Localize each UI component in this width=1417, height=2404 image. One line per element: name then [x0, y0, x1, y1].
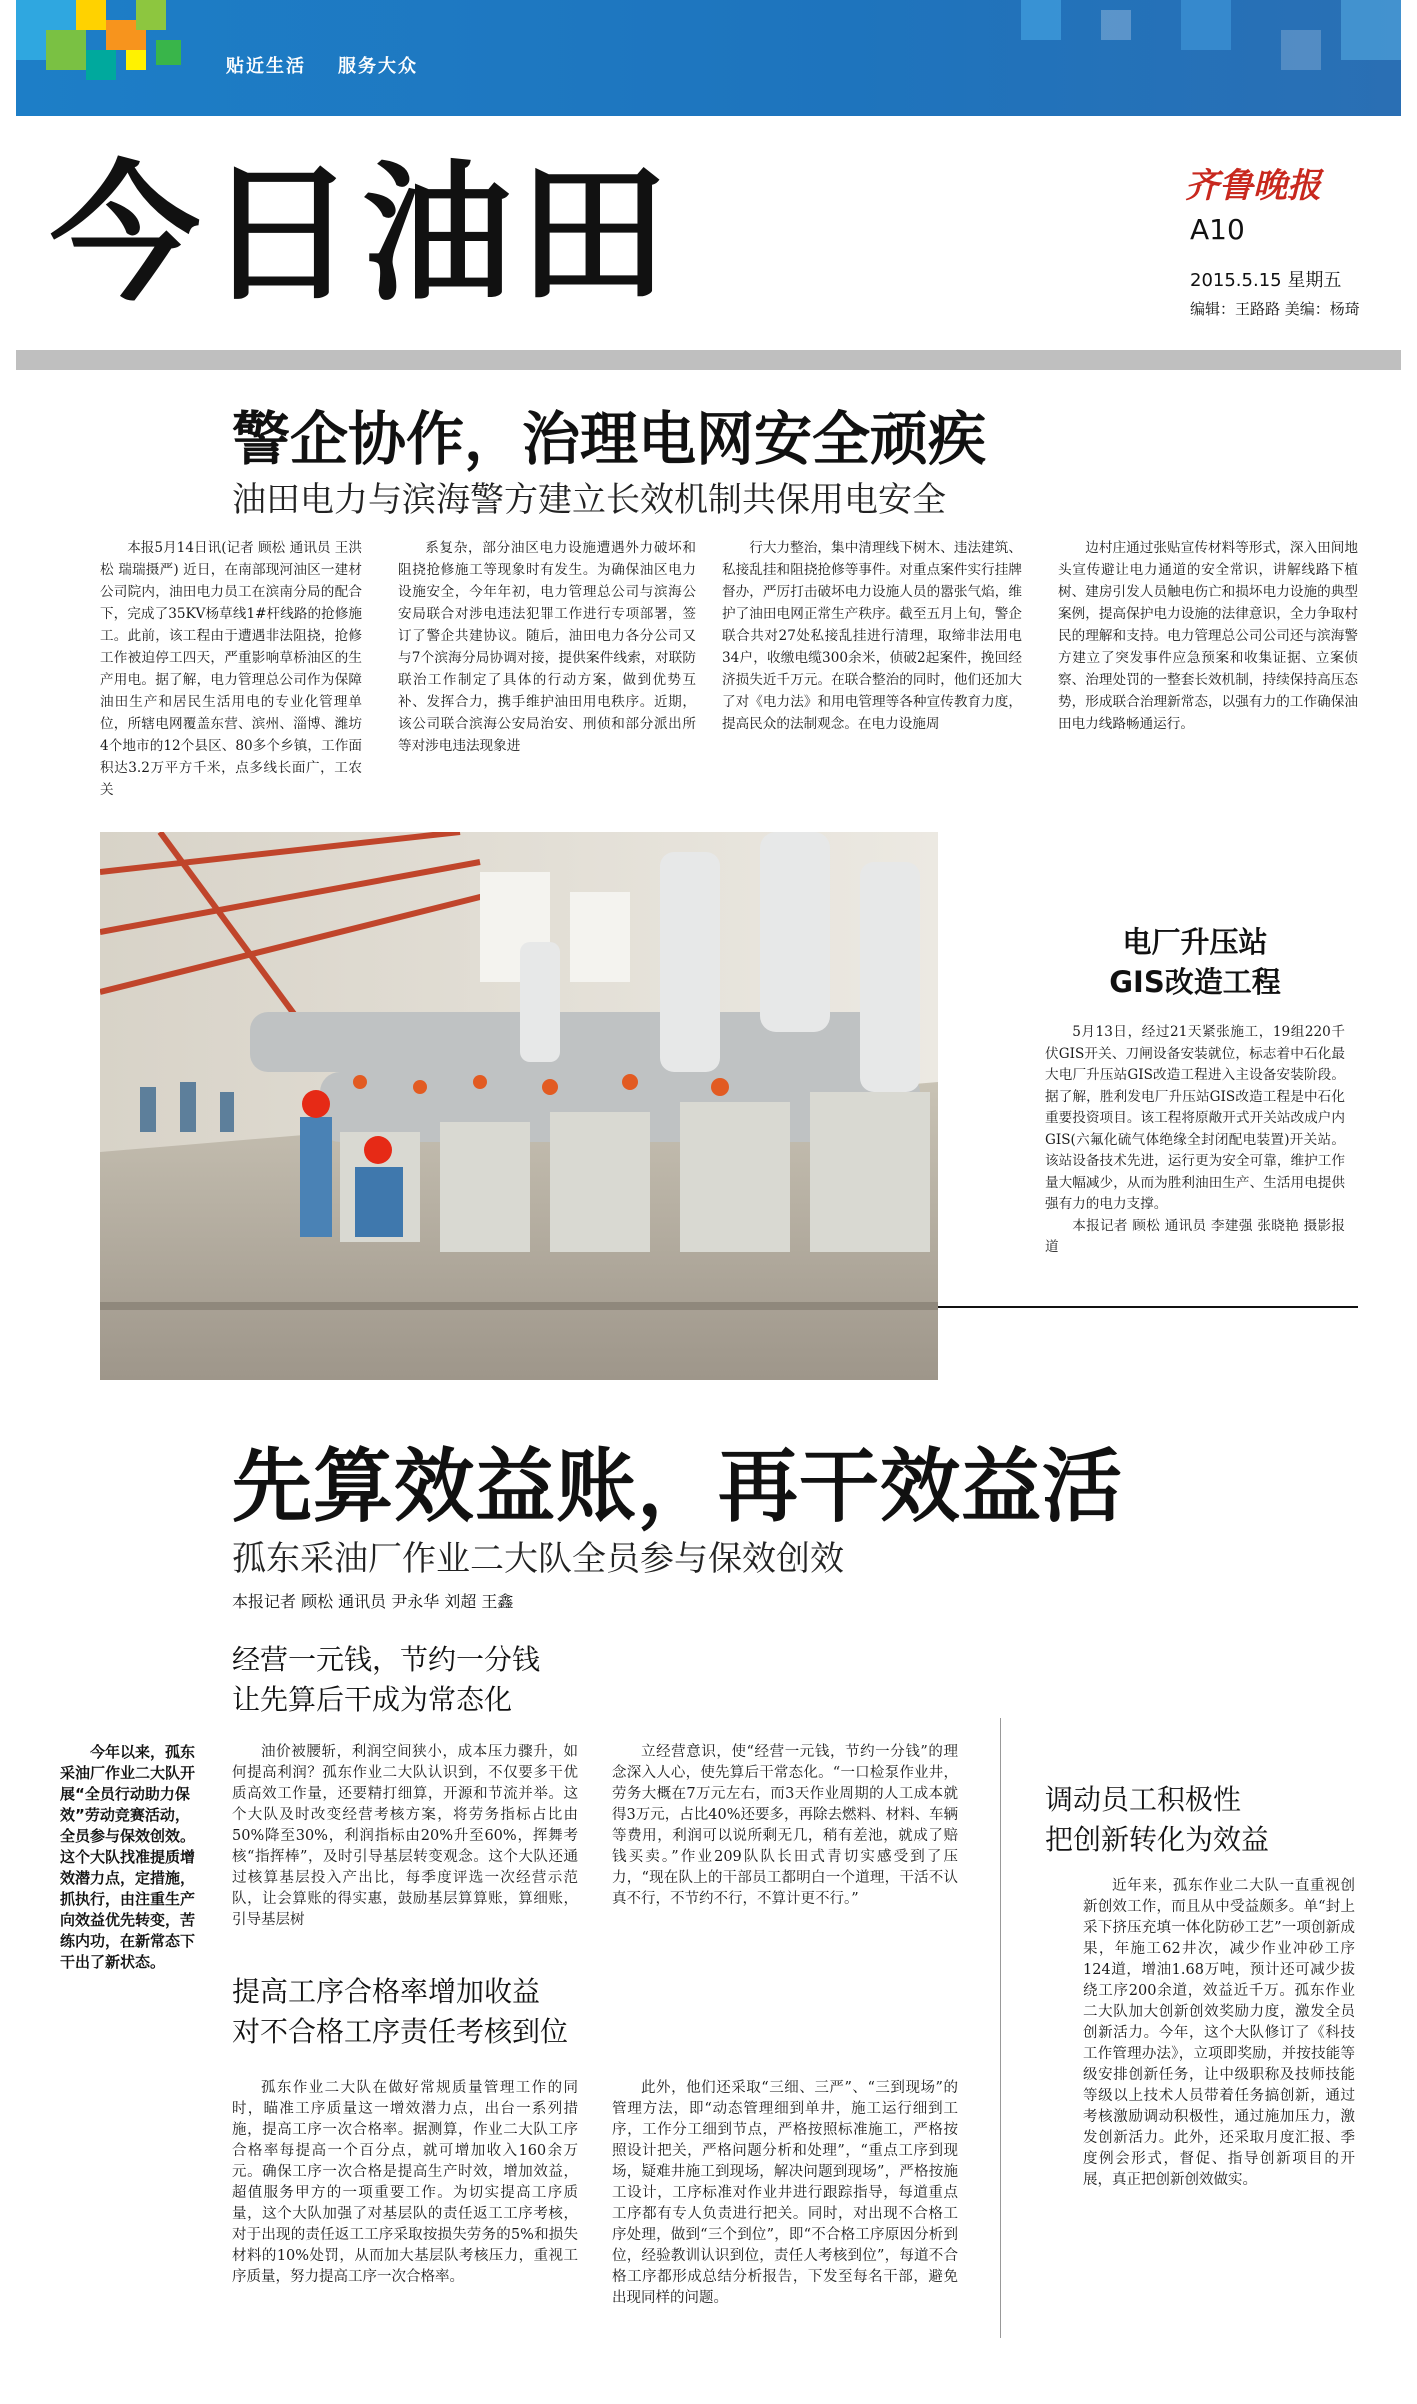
section1-column-2: 立经营意识，使“经营一元钱，节约一分钱”的理念深入人心，使先算后干常态化。“一口检泵作业井，劳务大概在7万元左右，而3天作业周期的人工成本就得3万元，占比40%还要多，再除去燃料、材料、车辆等费用，利润可以说所剩无几，稍有差池，就成了赔钱买卖。”作业209队队长田式青切实感受到了压力，“现在队上的干部员工都明白一个道理，干活不认真不行，不节约不行，不算计更不行。” — [612, 1744, 958, 1907]
gis-body: 5月13日，经过21天紧张施工，19组220千伏GIS开关、刀闸设备安装就位，标志着中石化最大电厂升压站GIS改造工程进入主设备安装阶段。据了解，胜利发电厂升压站GIS改造工程是中石化重要投资项目。该工程将原敞开式开关站改成户内GIS(六氟化硫气体绝缘全封闭配电装置)开关站。该站设备技术先进，运行更为安全可靠，维护工作量大幅减少，从而为胜利油田生产、生活用电提供强有力的电力支撑。 本报记者 顾松 通讯员 李建强 张晓艳 摄影报道 — [1045, 1022, 1345, 1259]
column-divider — [1000, 1718, 1001, 2338]
header-divider — [16, 350, 1401, 370]
story1-column-2: 系复杂，部分油区电力设施遭遇外力破坏和阻挠抢修施工等现象时有发生。为确保油区电力设施安全，今年年初，电力管理总公司与滨海公安局联合对涉电违法犯罪工作进行专项部署，签订了警企共建协议。随后，油田电力各分公司又与7个滨海分局协调对接，提供案件线索，对联防联治工作制定了具体的行动方案，做到优势互补、发挥合力，携手维护油田用电秩序。近期，该公司联合滨海公安局治安、刑侦和部分派出所等对涉电违法现象进 — [398, 540, 696, 754]
mosaic-decoration-icon — [16, 0, 216, 116]
section1-heading: 经营一元钱，节约一分钱 让先算后干成为常态化 — [232, 1643, 541, 1716]
story2-headline: 先算效益账，再干效益活 — [232, 1440, 1123, 1533]
top-banner — [16, 0, 1401, 116]
gis-byline: 本报记者 顾松 通讯员 李建强 张晓艳 摄影报道 — [1045, 1217, 1345, 1255]
section2-column-2: 此外，他们还采取“三细、三严”、“三到现场”的管理方法，即“动态管理细到单井，施工运行细到工序，工作分工细到节点，严格按照标准施工，严格按照设计把关，严格问题分析和处理”，“重点工序到现场，疑难井施工到现场，解决问题到现场”，严格按施工设计，工序标准对作业井进行跟踪指导，每道重点工序都有专人负责进行把关。同时，对出现不合格工序处理，做到“三个到位”，即“不合格工序原因分析到位，经验教训认识到位，责任人考核到位”，每道不合格工序都形成总结分析报告，下发至每名干部，避免出现同样的问题。 — [612, 2080, 958, 2306]
issue-date: 2015.5.15 星期五 — [1190, 270, 1342, 291]
section-title: 今日油田 — [50, 148, 675, 322]
story1-column-4: 边村庄通过张贴宣传材料等形式，深入田间地头宣传避让电力通道的安全常识，讲解线路下植树、建房引发人员触电伤亡和损坏电力设施的典型案例，提高保护电力设施的法律意识，全力争取村民的理解和支持。电力管理总公司公司还与滨海警方建立了突发事件应急预案和收集证据、立案侦察、治理处罚的一整套长效机制，持续保持高压态势，形成联合治理新常态，以强有力的工作确保油田电力线路畅通运行。 — [1058, 540, 1358, 732]
gis-title: 电厂升压站 GIS改造工程 — [1109, 925, 1281, 999]
story1-headline: 警企协作，治理电网安全顽疾 — [232, 405, 987, 473]
story1-column-3: 行大力整治，集中清理线下树木、违法建筑、私接乱挂和阻挠抢修等事件。对重点案件实行挂牌督办，严厉打击破坏电力设施人员的嚣张气焰，维护了油田电网正常生产秩序。截至五月上旬，警企联合共对27处私接乱挂进行清理，取缔非法用电34户，收缴电缆300余米，侦破2起案件，挽回经济损失近千万元。在联合整治的同时，他们还加大了对《电力法》和用电管理等各种宣传教育力度，提高民众的法制观念。在电力设施周 — [722, 540, 1022, 732]
gis-divider — [938, 1306, 1358, 1308]
story2-byline: 本报记者 顾松 通讯员 尹永华 刘超 王鑫 — [232, 1592, 514, 1611]
gis-equipment-illustration-icon — [100, 832, 938, 1380]
section1-column-1: 油价被腰斩，利润空间狭小，成本压力骤升，如何提高利润？孤东作业二大队认识到，不仅要多干优质高效工作量，还要精打细算，开源和节流并举。这个大队及时改变经营考核方案，将劳务指标占比由50%降至30%，利润指标由20%升至60%，挥舞考核“指挥棒”，及时引导基层转变观念。这个大队还通过核算基层投入产出比，每季度评选一次经营示范队，让会算账的得实惠，鼓励基层算算账，算细账，引导基层树 — [232, 1744, 578, 1928]
substation-photo — [100, 832, 938, 1380]
page-number: A10 — [1190, 213, 1245, 246]
banner-slogan: 贴近生活 服务大众 — [226, 56, 418, 77]
section3-column: 近年来，孤东作业二大队一直重视创新创效工作，而且从中受益颇多。单“封上采下挤压充填一体化防砂工艺”一项创新成果，年施工62井次，减少作业冲砂工序124道，增油1.68万吨，预计还可减少拔绕工序200余道，效益近千万。孤东作业二大队加大创新创效奖励力度，激发全员创新活力。今年，这个大队修订了《科技工作管理办法》，立项即奖励，并按技能等级安排创新任务，让中级职称及技师技能等级以上技术人员带着任务搞创新，通过考核激励调动积极性，通过施加压力，激发创新活力。此外，还采取月度汇报、季度例会形式，督促、指导创新项目的开展，真正把创新创效做实。 — [1083, 1878, 1355, 2188]
story1-column-1: 本报5月14日讯(记者 顾松 通讯员 王洪松 瑞瑞摄严) 近日，在南部现河油区一建材公司院内，油田电力员工在滨南分局的配合下，完成了35KV杨草线1#杆线路的抢修施工。此前，该工程由于遭遇非法阻挠，抢修工作被迫停工四天，严重影响草桥油区的生产用电。据了解，电力管理总公司作为保障油田生产和居民生活用电的专业化管理单位，所辖电网覆盖东营、滨州、淄博、潍坊4个地市的12个县区、80多个乡镇，工作面积达3.2万平方千米，点多线长面广，工农关 — [100, 540, 362, 798]
section2-heading: 提高工序合格率增加收益 对不合格工序责任考核到位 — [232, 1975, 569, 2048]
editors-credit: 编辑：王路路 美编：杨琦 — [1190, 300, 1360, 318]
section3-heading: 调动员工积极性 把创新转化为效益 — [1045, 1783, 1270, 1856]
story1-subheadline: 油田电力与滨海警方建立长效机制共保用电安全 — [232, 480, 946, 520]
mosaic-right-icon — [981, 0, 1401, 116]
newspaper-logo: 齐鲁晚报 — [1185, 166, 1321, 206]
story2-intro: 今年以来，孤东采油厂作业二大队开展“全员行动助力保效”劳动竞赛活动，全员参与保效创效。这个大队找准提质增效潜力点，定措施，抓执行，由注重生产向效益优先转变，苦练内功，在新常态下干出了新状态。 — [60, 1743, 196, 1971]
story2-subheadline: 孤东采油厂作业二大队全员参与保效创效 — [232, 1539, 844, 1579]
section2-column-1: 孤东作业二大队在做好常规质量管理工作的同时，瞄准工序质量这一增效潜力点，出台一系列措施，提高工序一次合格率。据测算，作业二大队工序合格率每提高一个百分点，就可增加收入160余万元。确保工序一次合格是提高生产时效，增加效益，超值服务甲方的一项重要工作。为切实提高工序质量，这个大队加强了对基层队的责任返工工序考核，对于出现的责任返工工序采取按损失劳务的5%和损失材料的10%处罚，从而加大基层队考核压力，重视工序质量，努力提高工序一次合格率。 — [232, 2080, 578, 2285]
